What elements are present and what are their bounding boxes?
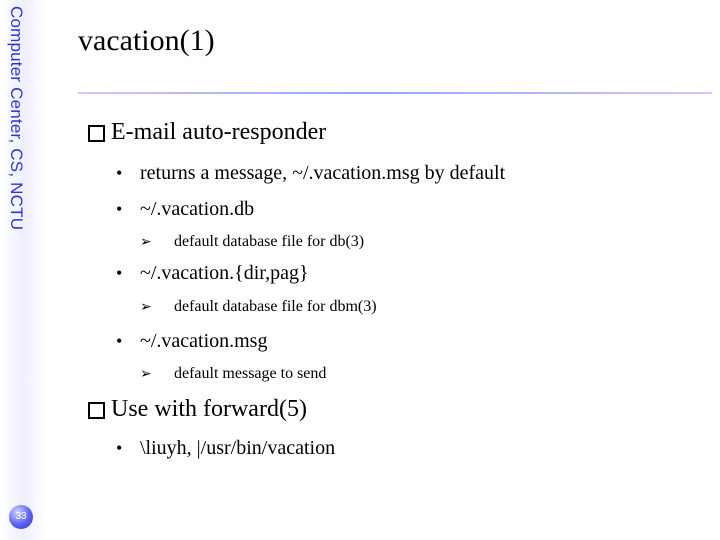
bullet-text: Use with forward(5): [111, 396, 307, 422]
bullet-text: \liuyh, |/usr/bin/vacation: [140, 437, 336, 459]
arrow-bullet-icon: ➢: [140, 299, 152, 315]
bullet-text: default database file for db(3): [174, 233, 365, 250]
bullet-level2: [116, 330, 267, 353]
bullet-level3: [140, 298, 377, 316]
bullet-text: E-mail auto-responder: [111, 119, 327, 145]
bullet-level3: [140, 365, 326, 383]
dot-bullet-icon: •: [116, 263, 123, 283]
dot-bullet-icon: •: [116, 163, 123, 183]
bullet-text: returns a message, ~/.vacation.msg by default: [140, 162, 506, 184]
arrow-bullet-icon: ➢: [140, 366, 152, 382]
bullet-level1: [88, 119, 326, 146]
square-bullet-icon: [88, 125, 105, 142]
bullet-text: default database file for dbm(3): [174, 298, 377, 315]
dot-bullet-icon: •: [116, 199, 123, 219]
org-title: Computer Center, CS, NCTU: [7, 6, 26, 231]
bullet-level2: [116, 198, 254, 221]
bullet-level2: [116, 162, 505, 185]
bullet-level2: [116, 262, 309, 285]
bullet-level1: [88, 396, 307, 423]
page-number-badge: 33: [9, 505, 33, 529]
bullet-text: ~/.vacation.{dir,pag}: [140, 262, 309, 284]
bullet-text: ~/.vacation.db: [140, 198, 255, 220]
arrow-bullet-icon: ➢: [140, 234, 152, 250]
bullet-text: default message to send: [174, 365, 327, 382]
slide-title: vacation(1): [78, 24, 215, 57]
bullet-level2: [116, 437, 335, 460]
dot-bullet-icon: •: [116, 331, 123, 351]
bullet-text: ~/.vacation.msg: [140, 330, 268, 352]
bullet-level3: [140, 233, 364, 251]
dot-bullet-icon: •: [116, 438, 123, 458]
square-bullet-icon: [88, 402, 105, 419]
